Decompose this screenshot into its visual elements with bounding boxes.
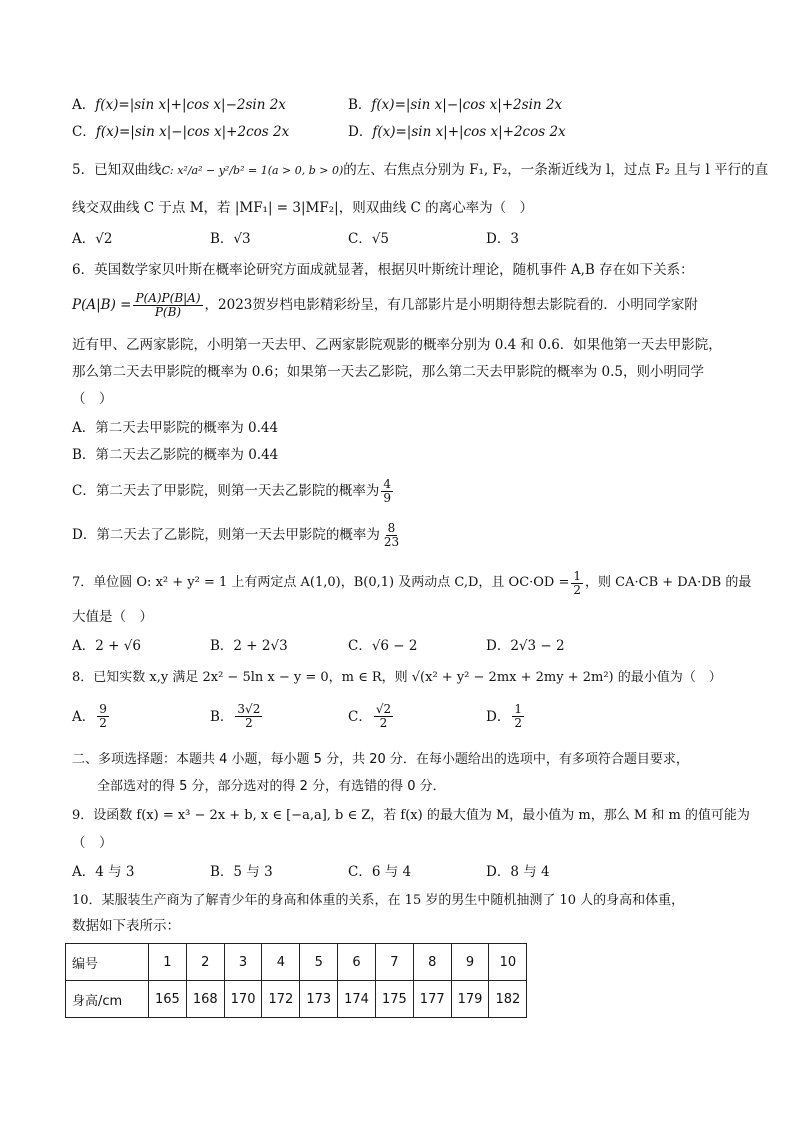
q7-option-d: D．2√3 − 2 xyxy=(486,638,565,654)
q8-option-a: A． $\frac{9}{2}$ xyxy=(72,702,107,730)
table-cell: 9 xyxy=(451,944,489,981)
q9-option-d: D．8 与 4 xyxy=(486,864,550,880)
table-cell: 177 xyxy=(413,981,451,1018)
table-cell: 175 xyxy=(375,981,413,1018)
q5-option-b: B．√3 xyxy=(210,231,251,247)
q5-line-1: 5．已知双曲线C: x²/a² − y²/b² = 1(a > 0, b > 0)的左、右焦点分别为 F₁, F₂，一条渐近线为 l，过点 F₂ 且与 l 平行的直 xyxy=(72,162,769,178)
q8-option-d: D． $\frac{1}{2}$ xyxy=(486,702,522,730)
row-header-height: 身高/cm xyxy=(66,981,149,1018)
q6-line-2: P(A|B) = $\frac{P(A)P(B|A)}{P(B)}$ ，2023贺岁档电影精彩纷呈，有几部影片是小明期待想去影院看的．小明同学家附 xyxy=(72,290,698,319)
q6-line-5: （ ） xyxy=(72,391,113,407)
table-cell: 3 xyxy=(224,944,262,981)
q5-line-2: 线交双曲线 C 于点 M，若 |MF₁| = 3|MF₂|，则双曲线 C 的离心率为（ ） xyxy=(72,200,534,216)
q7-option-a: A．2 + √6 xyxy=(72,638,141,654)
table-cell: 182 xyxy=(489,981,527,1018)
q8-line-1: 8．已知实数 x,y 满足 2x² − 5ln x − y = 0，m ∈ R，则 √(x² + y² − 2mx + 2my + 2m²) 的最小值为（ ） xyxy=(72,670,722,685)
table-cell: 1 xyxy=(149,944,187,981)
section-2-heading: 二、多项选择题：本题共 4 小题，每小题 5 分，共 20 分．在每小题给出的选项中，有多项符合题目要求， xyxy=(72,752,689,767)
table-row xyxy=(66,944,527,981)
table-cell: 7 xyxy=(375,944,413,981)
q6-option-a: A．第二天去甲影院的概率为 0.44 xyxy=(72,420,279,436)
q7-line-2: 大值是（ ） xyxy=(72,609,153,625)
table-cell: 4 xyxy=(262,944,300,981)
q7-option-c: C．√6 − 2 xyxy=(348,638,418,654)
table-cell: 173 xyxy=(300,981,338,1018)
q5-option-d: D．3 xyxy=(486,231,519,247)
q8-option-b: B． $\frac{3√2}{2}$ xyxy=(210,702,261,730)
table-cell: 174 xyxy=(338,981,376,1018)
q4-option-c: C．f(x)=|sin x|−|cos x|+2cos 2x xyxy=(72,124,290,140)
q7-line-1: 7．单位圆 O: x² + y² = 1 上有两定点 A(1,0)，B(0,1) 及两动点 C,D，且 OC·OD = $\frac{1}{2}$ ，则 CA·CB + DA·DB 的最 xyxy=(72,568,752,597)
q9-line-2: （ ） xyxy=(72,835,113,851)
q4-option-a: A．f(x)=|sin x|+|cos x|−2sin 2x xyxy=(72,97,286,113)
q6-option-d: D．第二天去了乙影院，则第一天去甲影院的概率为 $\frac{8}{23}$ xyxy=(72,520,400,549)
table-row xyxy=(66,981,527,1018)
table-cell: 6 xyxy=(338,944,376,981)
q9-option-c: C．6 与 4 xyxy=(348,864,412,880)
q6-option-b: B．第二天去乙影院的概率为 0.44 xyxy=(72,447,279,463)
row-header-id: 编号 xyxy=(66,944,149,981)
q10-line-1: 10．某服装生产商为了解青少年的身高和体重的关系，在 15 岁的男生中随机抽测了 10 人的身高和体重， xyxy=(72,893,685,908)
q9-option-a: A．4 与 3 xyxy=(72,864,135,880)
table-cell: 168 xyxy=(186,981,224,1018)
q8-option-c: C． $\frac{√2}{2}$ xyxy=(348,702,392,730)
table-cell: 5 xyxy=(300,944,338,981)
q4-option-b: B．f(x)=|sin x|−|cos x|+2sin 2x xyxy=(348,97,563,113)
q6-line-3: 近有甲、乙两家影院，小明第一天去甲、乙两家影院观影的概率分别为 0.4 和 0.6．如果他第一天去甲影院， xyxy=(72,337,722,353)
q5-option-c: C．√5 xyxy=(348,231,390,247)
table-cell: 172 xyxy=(262,981,300,1018)
q10-line-2: 数据如下表所示： xyxy=(72,918,180,934)
bayes-fraction: $\frac{P(A)P(B|A)}{P(B)}$ xyxy=(135,290,201,319)
table-cell: 179 xyxy=(451,981,489,1018)
q6-line-1: 6．英国数学家贝叶斯在概率论研究方面成就显著，根据贝叶斯统计理论，随机事件 A,B 存在如下关系： xyxy=(72,262,694,278)
table-cell: 165 xyxy=(149,981,187,1018)
table-cell: 2 xyxy=(186,944,224,981)
table-cell: 170 xyxy=(224,981,262,1018)
table-cell: 8 xyxy=(413,944,451,981)
q6-line-4: 那么第二天去甲影院的概率为 0.6；如果第一天去乙影院，那么第二天去甲影院的概率为 0.5，则小明同学 xyxy=(72,364,705,380)
height-data-table xyxy=(65,943,527,1018)
q6-option-c: C．第二天去了甲影院，则第一天去乙影院的概率为 $\frac{4}{9}$ xyxy=(72,476,391,505)
q4-option-d: D．f(x)=|sin x|+|cos x|+2cos 2x xyxy=(348,124,566,140)
q9-option-b: B．5 与 3 xyxy=(210,864,273,880)
section-2-instructions: 全部选对的得 5 分，部分选对的得 2 分，有选错的得 0 分． xyxy=(97,779,446,794)
q7-option-b: B．2 + 2√3 xyxy=(210,638,288,654)
q5-option-a: A．√2 xyxy=(72,231,113,247)
table-cell: 10 xyxy=(489,944,527,981)
q9-line-1: 9．设函数 f(x) = x³ − 2x + b, x ∈ [−a,a], b ∈ Z，若 f(x) 的最大值为 M，最小值为 m，那么 M 和 m 的值可能为 xyxy=(72,808,750,823)
